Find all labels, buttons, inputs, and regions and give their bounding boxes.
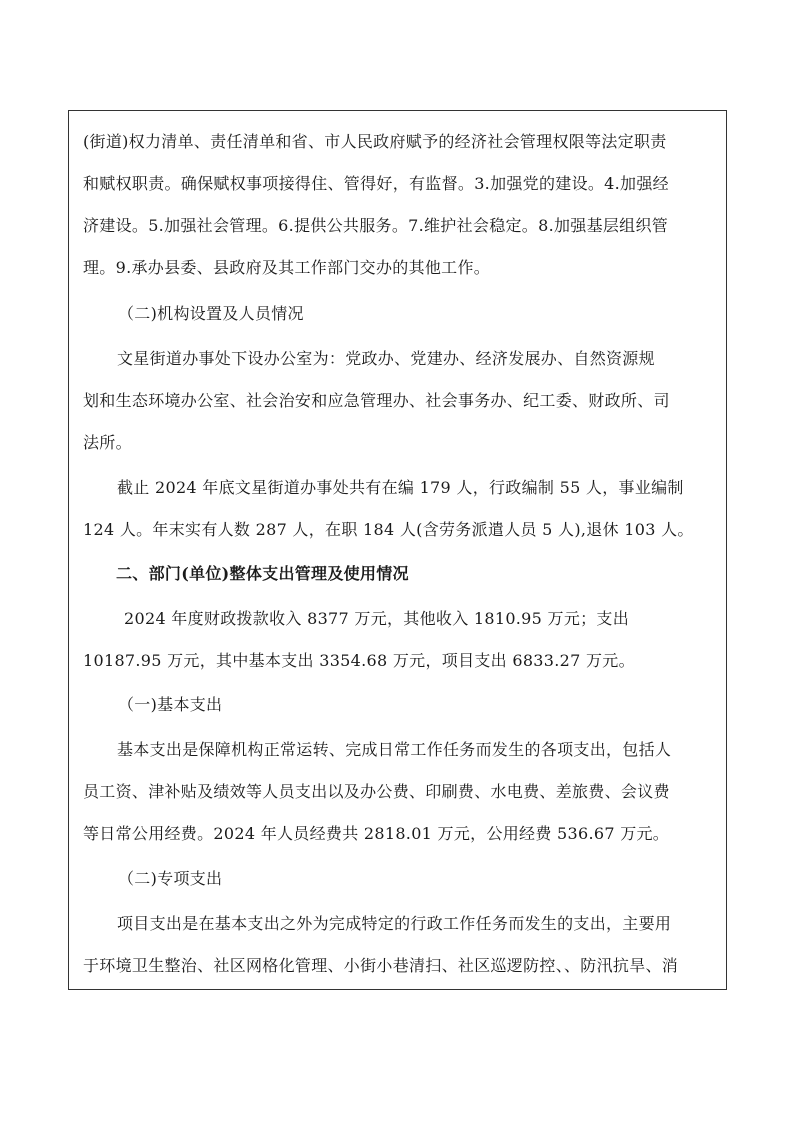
subheading-special-expenditure: （二)专项支出	[118, 869, 223, 888]
body-line: 法所。	[83, 433, 132, 452]
body-line: (街道)权力清单、责任清单和省、市人民政府赋予的经济社会管理权限等法定职责	[83, 132, 667, 151]
content-frame	[68, 110, 727, 990]
body-line: 文星街道办事处下设办公室为：党政办、党建办、经济发展办、自然资源规	[117, 349, 655, 368]
subheading-basic-expenditure: （一)基本支出	[118, 695, 223, 714]
body-line: 济建设。5.加强社会管理。6.提供公共服务。7.维护社会稳定。8.加强基层组织管	[83, 216, 669, 235]
body-line: 项目支出是在基本支出之外为完成特定的行政工作任务而发生的支出，主要用	[117, 914, 672, 933]
body-line: 于环境卫生整治、社区网格化管理、小街小巷清扫、社区巡逻防控、、防汛抗旱、消	[83, 956, 679, 975]
section-heading: 二、部门(单位)整体支出管理及使用情况	[116, 564, 409, 583]
body-line: 截止 2024 年底文星街道办事处共有在编 179 人，行政编制 55 人，事业编制	[117, 478, 684, 497]
body-line: 理。9.承办县委、县政府及其工作部门交办的其他工作。	[83, 258, 491, 277]
body-line: 2024 年度财政拨款收入 8377 万元，其他收入 1810.95 万元；支出	[124, 609, 630, 628]
body-line: 员工资、津补贴及绩效等人员支出以及办公费、印刷费、水电费、差旅费、会议费	[83, 782, 670, 801]
body-line: 基本支出是保障机构正常运转、完成日常工作任务而发生的各项支出，包括人	[117, 740, 672, 759]
body-line: 124 人。年末实有人数 287 人，在职 184 人(含劳务派遣人员 5 人),退休 103 人。	[83, 520, 694, 539]
body-line: 划和生态环境办公室、社会治安和应急管理办、社会事务办、纪工委、财政所、司	[83, 391, 670, 410]
body-line: 等日常公用经费。2024 年人员经费共 2818.01 万元，公用经费 536.67 万元。	[83, 824, 670, 843]
body-line: 和赋权职责。确保赋权事项接得住、管得好，有监督。3.加强党的建设。4.加强经	[83, 174, 669, 193]
subheading-institution: （二)机构设置及人员情况	[118, 304, 304, 323]
body-line: 10187.95 万元，其中基本支出 3354.68 万元，项目支出 6833.27 万元。	[83, 651, 635, 670]
